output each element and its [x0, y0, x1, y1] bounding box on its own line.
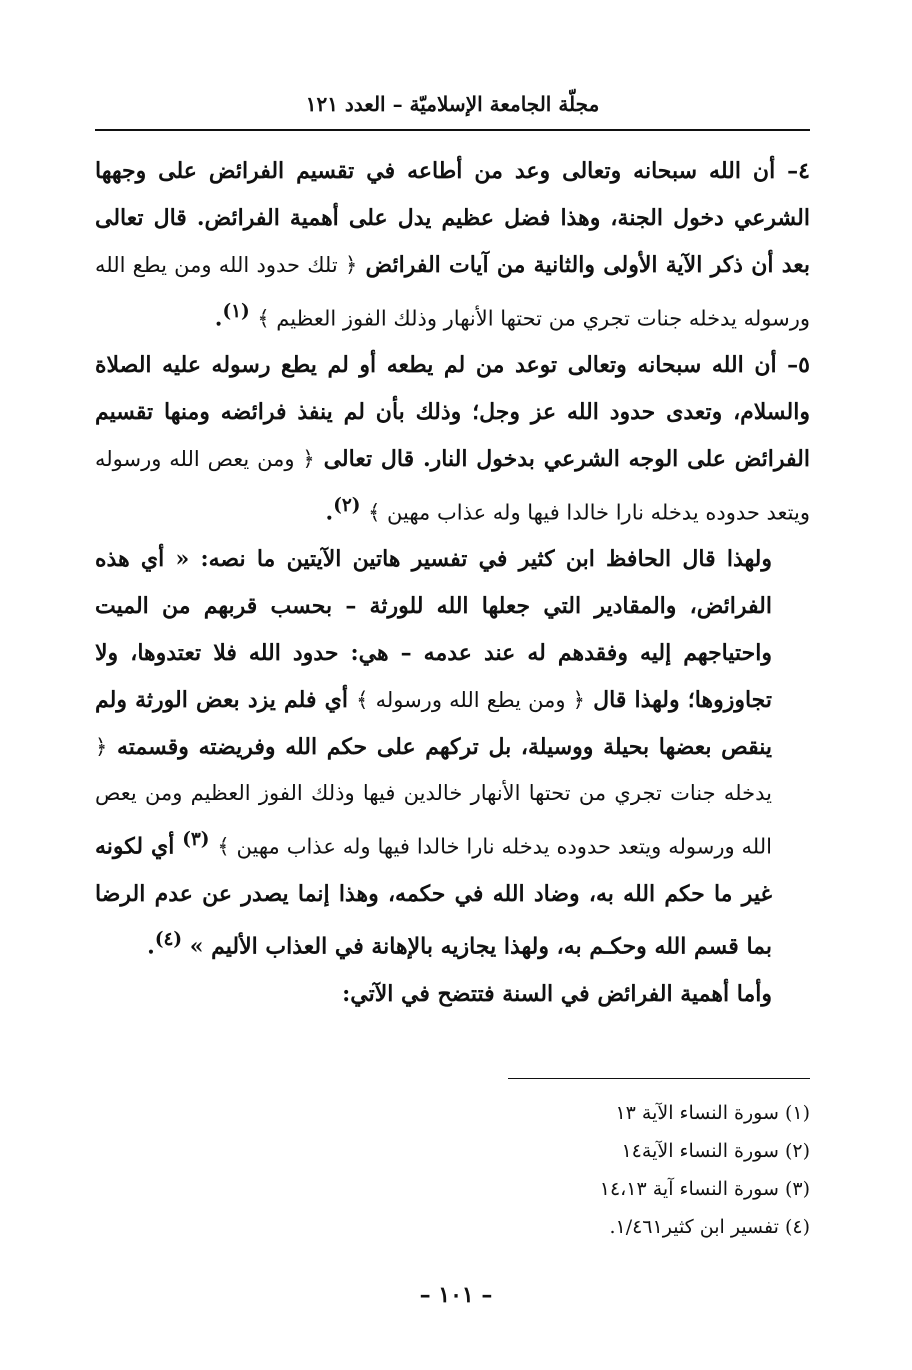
footnote-ref: (٣) — [182, 829, 210, 851]
paragraph-text: أي فلم يزد بعض الورثة ولم ينقص بعضها بحيلة ووسيلة، بل تركهم على حكم الله وفريضته وقسمته — [95, 686, 772, 760]
footnote-item: (٤) تفسير ابن كثير١/٤٦١. — [609, 1216, 810, 1238]
quran-verse: ﴿ تلك حدود الله ومن يطع الله ورسوله يدخله جنات تجري من تحتها الأنهار وذلك الفوز العظيم ﴾ — [95, 252, 810, 331]
quran-verse: ﴿ يدخله جنات تجري من تحتها الأنهار خالدين فيها وذلك الفوز العظيم ومن يعص الله ورسوله ويتعد حدوده يدخله نارا خالدا فيها وله عذاب مهين ﴾ — [95, 734, 772, 859]
footnote-ref: (٢) — [333, 494, 361, 516]
header-divider — [95, 129, 810, 131]
quran-verse: ﴿ ومن يعص الله ورسوله ويتعد حدوده يدخله نارا خالدا فيها وله عذاب مهين ﴾ — [95, 446, 810, 524]
footnote-item: (١) سورة النساء الآية ١٣ — [615, 1102, 810, 1124]
paragraph-text: وأما أهمية الفرائض في السنة فتتضح في الآتي: — [342, 980, 772, 1007]
paragraph-sunnah-intro — [95, 971, 810, 1018]
paragraph-text: ٤– أن الله سبحانه وتعالى وعد من أطاعه في تقسيم الفرائض على وجهها الشرعي دخول الجنة، وهذا فضل عظيم يدل على أهمية الفرائض. قال تعالى بعد أن ذكر الآية الأولى والثانية من آيات الفرائض — [95, 158, 810, 278]
paragraph-text: أي لكونه غير ما حكم الله به، وضاد الله في حكمه، وهذا إنما يصدر عن عدم الرضا بما قسم الله وحكـم به، ولهذا يجازيه بالإهانة في العذاب الأليم » — [95, 833, 772, 960]
paragraph-point-4 — [95, 148, 810, 342]
footnote-item: (٢) سورة النساء الآية١٤ — [621, 1140, 810, 1162]
footnote-ref: (٤) — [154, 929, 183, 951]
running-header: مجلّة الجامعة الإسلاميّة – العدد ١٢١ — [305, 92, 600, 116]
footnote-ref: (١) — [222, 300, 250, 322]
sentence-end: . — [325, 499, 334, 525]
footnote-divider — [508, 1078, 810, 1079]
sentence-end: . — [147, 933, 155, 960]
paragraph-ibn-kathir-quote — [95, 536, 810, 971]
footnotes — [300, 1094, 810, 1246]
page-number: – ١٠١ – — [419, 1282, 493, 1308]
paragraph-text: ولهذا قال الحافظ ابن كثير في تفسير هاتين الآيتين ما نصه: « أي هذه الفرائض، والمقادير التي جعلها الله للورثة – بحسب قربهم من الميت واحتياجهم إليه وفقدهم له عند عدمه – هي: حدود الله فلا تعتدوها، ولا تجاوزوها؛ ولهذا قال — [95, 545, 772, 713]
sentence-end: . — [214, 305, 223, 332]
quran-verse: ﴿ ومن يطع الله ورسوله ﴾ — [356, 687, 585, 712]
paragraph-point-5 — [95, 342, 810, 536]
paragraph-text: ٥– أن الله سبحانه وتعالى توعد من لم يطعه أو لم يطع رسوله عليه الصلاة والسلام، وتعدى حدود الله عز وجل؛ وذلك بأن لم ينفذ فرائضه ومنها تقسيم الفرائض على الوجه الشرعي بدخول النار. قال تعالى — [95, 351, 810, 472]
main-text — [95, 148, 810, 1018]
footnote-item: (٣) سورة النساء آية ١٤،١٣ — [599, 1178, 810, 1200]
